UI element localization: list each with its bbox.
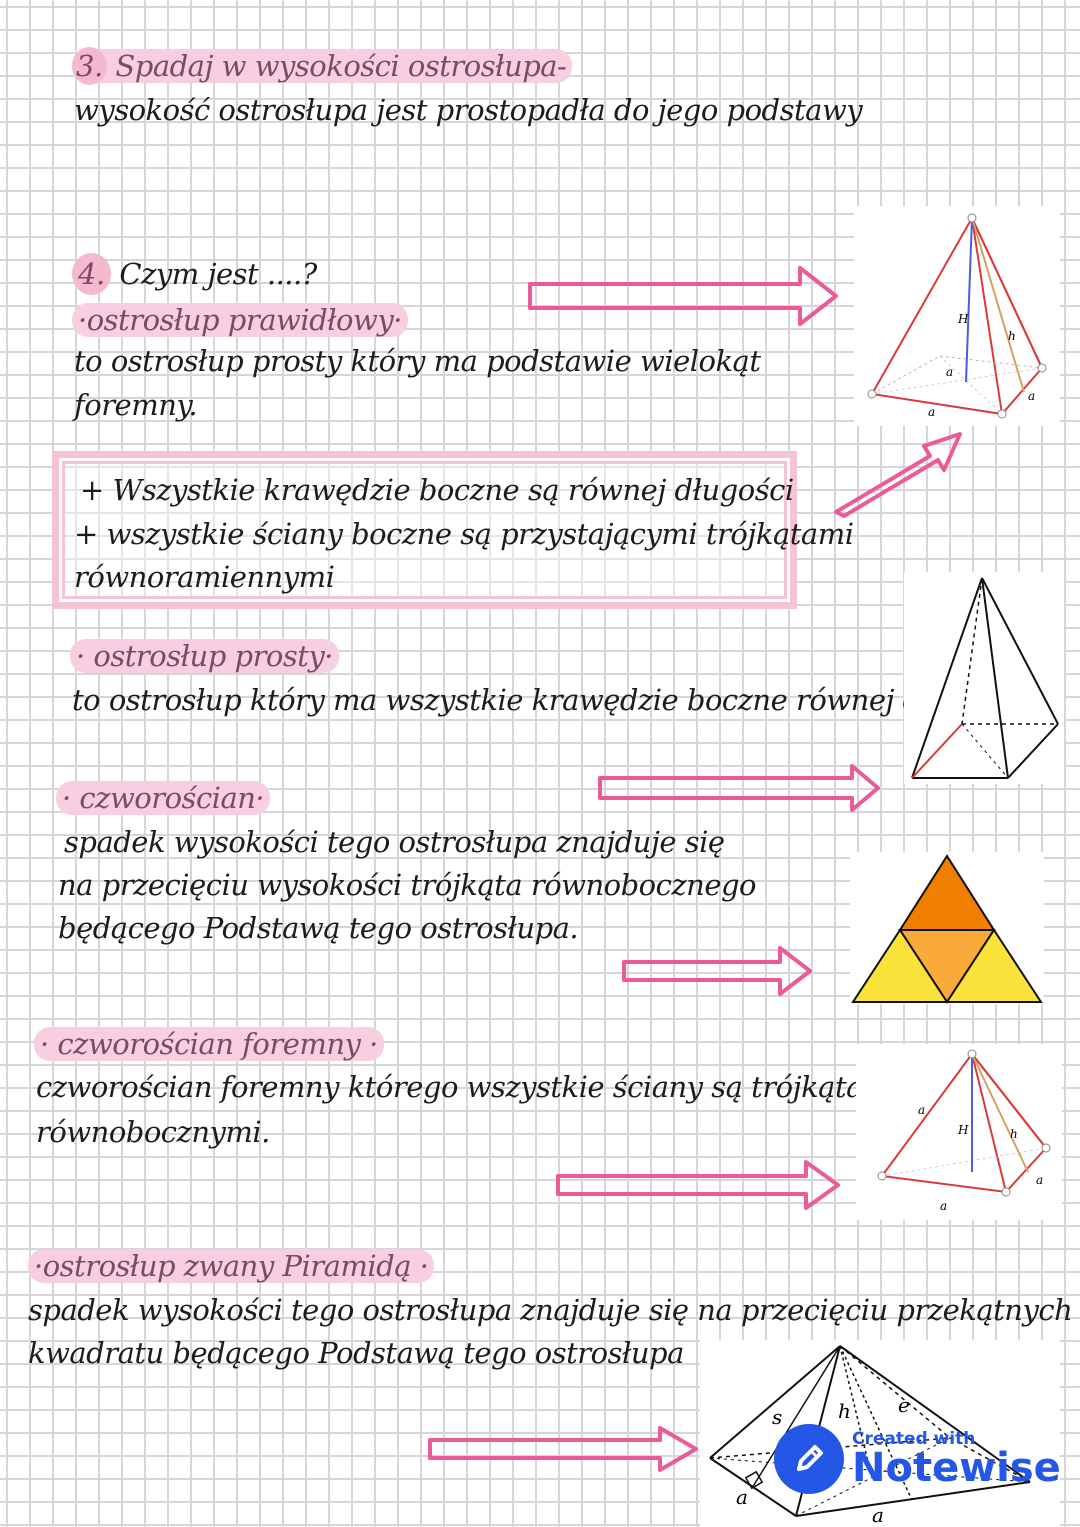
label-a: a [918,1103,926,1117]
section4-number: 4. [72,253,111,295]
box-line3: równoramiennymi [74,560,335,594]
regular-line2: foremny. [74,388,198,422]
watermark-big: Notewise [852,1445,1061,1491]
box-line1: + Wszystkie krawędzie boczne są równej długości [80,473,794,507]
arrow-right-5 [420,1422,708,1478]
section4-title: Czym jest ....? [119,257,317,291]
label-a: a [872,1503,884,1527]
regular-tetrahedron-heading [34,1022,384,1066]
regular-tetrahedron-heading-label: · czworościan foremny · [34,1027,384,1061]
label-h: h [1010,1127,1018,1141]
label-a: a [928,405,936,419]
label-e: e [898,1393,910,1417]
regular-tetrahedron-figure [856,1044,1062,1220]
regular-tetrahedron-line1: czworościan foremny którego wszystkie ściany są trójkątami [36,1070,899,1104]
regular-tetrahedron-line2: równobocznymi. [36,1115,270,1149]
tetrahedron-line2: na przecięciu wysokości trójkąta równobocznego [58,868,757,902]
straight-text: to ostrosłup który ma wszystkie krawędzie boczne równej długości [72,683,1022,717]
straight-heading-label: · ostrosłup prosty· [70,639,339,673]
pyramid-heading [28,1244,434,1288]
section3-heading [72,44,572,88]
regular-heading [72,298,408,342]
label-a: a [940,1199,948,1213]
label-a: a [1036,1173,1044,1187]
label-a: a [1028,389,1036,403]
label-H: H [958,312,969,326]
arrow-right-3 [614,942,820,1000]
label-H: H [958,1123,969,1137]
label-a: a [946,365,954,379]
label-h: h [838,1399,851,1423]
label-s: s [772,1405,783,1429]
arrow-right-2 [590,760,890,816]
label-h: h [1008,329,1016,343]
notewise-watermark [774,1424,1061,1494]
watermark-small: Created with [852,1429,976,1449]
straight-pyramid-figure [904,572,1064,784]
tetrahedron-heading-label: · czworościan· [56,781,270,815]
pyramid-line1: spadek wysokości tego ostrosłupa znajduje się na przecięciu przekątnych [28,1293,1073,1327]
arrow-right-1 [520,258,850,334]
section3-title: Spadaj w wysokości ostrosłupa- [115,49,567,83]
box-line2: + wszystkie ściany boczne są przystającymi trójkątami [74,517,854,551]
label-a: a [736,1485,748,1509]
regular-line1: to ostrosłup prosty który ma podstawie wielokąt [74,344,761,378]
straight-heading [70,634,339,678]
tetrahedron-net-figure [850,852,1044,1004]
tetrahedron-line3: będącego Podstawą tego ostrosłupa. [58,911,579,945]
pyramid-line2: kwadratu będącego Podstawą tego ostrosłupa [28,1336,684,1370]
pen-icon [774,1424,844,1494]
regular-heading-label: ·ostrosłup prawidłowy· [72,303,408,337]
pyramid-heading-label: ·ostrosłup zwany Piramidą · [28,1249,434,1283]
section4-heading [72,252,317,296]
section3-number: 3. [72,47,107,85]
arrow-diagonal [820,418,970,528]
regular-pyramid-figure [854,206,1060,426]
tetrahedron-heading [56,776,270,820]
arrow-right-4 [548,1156,848,1214]
tetrahedron-line1: spadek wysokości tego ostrosłupa znajduje się [64,825,725,859]
section3-text: wysokość ostrosłupa jest prostopadła do jego podstawy [74,93,863,127]
